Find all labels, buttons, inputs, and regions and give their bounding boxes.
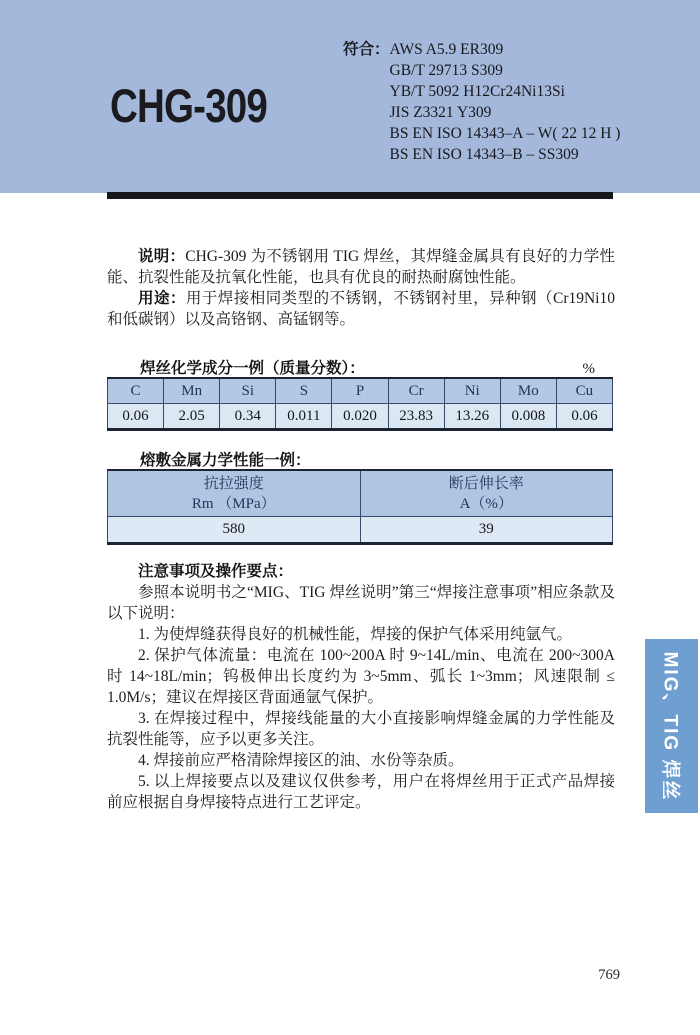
tensile-label: 抗拉强度 <box>203 475 264 492</box>
composition-title: 焊丝化学成分一例（质量分数）： <box>140 360 365 377</box>
notes-title: 注意事项及操作要点： <box>138 563 294 580</box>
composition-value-cell: 0.008 <box>500 404 556 430</box>
composition-value-cell: 23.83 <box>388 404 444 430</box>
composition-value-cell: 13.26 <box>444 404 500 430</box>
elongation-value: 39 <box>360 517 613 544</box>
standards-block <box>343 39 620 165</box>
composition-header-cell: Cu <box>556 378 612 404</box>
standard-item: BS EN ISO 14343–A – W( 22 12 H ) <box>389 125 621 142</box>
standard-item: YB/T 5092 H12Cr24Ni13Si <box>389 83 565 100</box>
description-paragraph <box>107 246 615 288</box>
mechanical-header-cell <box>108 470 361 517</box>
tensile-symbol: Rm （MPa） <box>191 495 276 512</box>
mechanical-header-row <box>108 470 613 517</box>
category-side-tab-label: MIG、TIG 焊丝 <box>659 651 681 801</box>
composition-header-cell: S <box>276 378 332 404</box>
tensile-value: 580 <box>108 517 361 544</box>
standards-label: 符合： <box>343 41 390 58</box>
usage-label: 用途： <box>138 290 186 307</box>
mechanical-title: 熔敷金属力学性能一例： <box>140 452 311 469</box>
composition-header-cell: Mn <box>164 378 220 404</box>
intro-section <box>107 246 615 330</box>
notes-section <box>107 561 615 813</box>
mechanical-header-cell <box>360 470 613 517</box>
composition-value-cell: 2.05 <box>164 404 220 430</box>
composition-value-cell: 0.011 <box>276 404 332 430</box>
notes-intro: 参照本说明书之“MIG、TIG 焊丝说明”第三“焊接注意事项”相应条款及以下说明： <box>107 584 615 622</box>
product-model-title: CHG-309 <box>110 79 268 132</box>
notes-item: 5. 以上焊接要点以及建议仅供参考，用户在将焊丝用于正式产品焊接前应根据自身焊接特点进行工艺评定。 <box>107 773 615 811</box>
page-number: 769 <box>598 967 620 983</box>
notes-item: 3. 在焊接过程中，焊接线能量的大小直接影响焊缝金属的力学性能及抗裂性能等，应予以更多关注。 <box>107 710 615 748</box>
description-text: CHG-309 为不锈钢用 TIG 焊丝，其焊缝金属具有良好的力学性能、抗裂性能及抗氧化性能，也具有优良的耐热耐腐蚀性能。 <box>107 248 615 286</box>
notes-item: 1. 为使焊缝获得良好的机械性能，焊接的保护气体采用纯氩气。 <box>138 626 573 643</box>
mechanical-value-row <box>108 517 613 544</box>
composition-value-cell: 0.06 <box>108 404 164 430</box>
standards-list <box>390 39 621 165</box>
elongation-symbol: A（%） <box>459 495 513 512</box>
category-side-tab <box>645 639 698 813</box>
composition-value-cell: 0.34 <box>220 404 276 430</box>
composition-header-row <box>108 378 613 404</box>
composition-value-cell: 0.020 <box>332 404 388 430</box>
composition-table <box>107 377 613 431</box>
composition-value-cell: 0.06 <box>556 404 612 430</box>
composition-header-cell: C <box>108 378 164 404</box>
elongation-label: 断后伸长率 <box>448 475 524 492</box>
notes-item: 4. 焊接前应严格清除焊接区的油、水份等杂质。 <box>138 752 464 769</box>
description-label: 说明： <box>138 248 186 265</box>
mechanical-table <box>107 469 613 545</box>
composition-header-cell: Ni <box>444 378 500 404</box>
standard-item: AWS A5.9 ER309 <box>389 41 504 58</box>
notes-item: 2. 保护气体流量：电流在 100~200A 时 9~14L/min、电流在 200~300A 时 14~18L/min；钨极伸出长度约为 3~5mm、弧长 1~3mm；风速限制 ≤ 1.0M/s；建议在焊接区背面通氩气保护。 <box>107 647 615 706</box>
usage-paragraph <box>107 288 615 330</box>
composition-header-cell: Si <box>220 378 276 404</box>
standard-item: JIS Z3321 Y309 <box>389 104 492 121</box>
composition-header-cell: P <box>332 378 388 404</box>
header-divider-bar <box>107 192 613 199</box>
standard-item: BS EN ISO 14343–B – SS309 <box>389 146 579 163</box>
composition-title-row <box>107 356 613 378</box>
header-banner <box>0 0 700 193</box>
composition-header-cell: Mo <box>500 378 556 404</box>
composition-unit: % <box>582 361 595 377</box>
usage-text: 用于焊接相同类型的不锈钢，不锈钢衬里，异种钢（Cr19Ni10 和低碳钢）以及高铬钢、高锰钢等。 <box>107 290 615 328</box>
composition-header-cell: Cr <box>388 378 444 404</box>
standard-item: GB/T 29713 S309 <box>389 62 503 79</box>
composition-value-row <box>108 404 613 430</box>
